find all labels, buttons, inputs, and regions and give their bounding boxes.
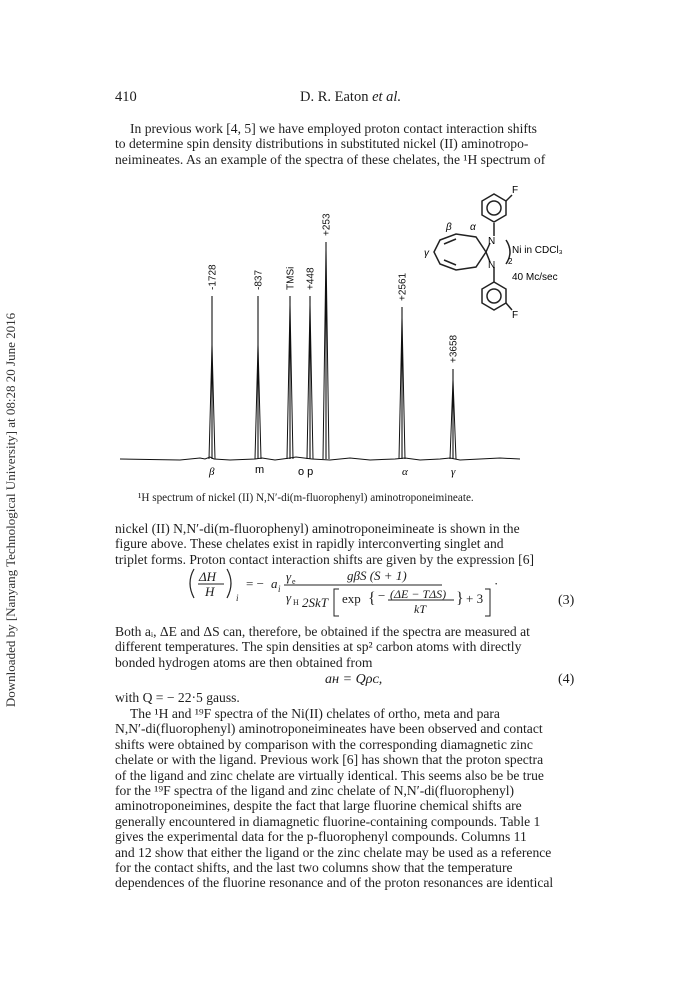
- eq3-brace-left: {: [368, 590, 376, 607]
- paragraph-3: [115, 624, 581, 670]
- phenyl-aromatic-bottom: [487, 289, 501, 303]
- eq3-inner-numerator: (ΔE − TΔS): [390, 587, 447, 601]
- molecule-structure: [434, 194, 512, 310]
- paragraph-line: dependences of the fluorine resonance and of the proton resonances are identical: [115, 875, 554, 891]
- peak-shift-label: -837: [253, 269, 265, 290]
- eq3-lhs-numerator: ΔH: [199, 569, 217, 584]
- ring-double-bond: [444, 260, 456, 265]
- eq3-gamma-e-subscript: e: [292, 577, 296, 586]
- atom-label-f-bottom: F: [512, 310, 519, 321]
- spectrum-layer: [208, 213, 460, 459]
- paragraph-line: N,N′-di(fluorophenyl) aminotroponeimineates have been observed and contact: [115, 721, 543, 737]
- intro-line: to determine spin density distributions in substituted nickel (II) aminotropo-: [115, 136, 529, 152]
- eq3-inner-denominator: kT: [414, 602, 426, 616]
- eq3-ai: a: [271, 576, 278, 591]
- ring-label-beta: β: [446, 222, 452, 233]
- chelate-subscript: 2: [508, 257, 513, 266]
- paragraph-line: chelate or with the ligand. Previous work [6] has shown that the proton spectra: [115, 752, 544, 768]
- paragraph-line: for the ¹⁹F spectra of the ligand and zinc chelate of N,N′-di(fluorophenyl): [115, 783, 515, 799]
- paragraph-line: nickel (II) N,N′-di(m-fluorophenyl) aminotroponeimineate is shown in the: [115, 521, 520, 536]
- paragraph-line: and 12 show that either the ligand or the zinc chelate may be used as a reference: [115, 844, 552, 860]
- peak-shift-label: -1728: [207, 264, 219, 290]
- metal-solvent-label: Ni in CDCl₃: [512, 245, 563, 256]
- download-watermark-text: Downloaded by [Nanyang Technological University] at 08:28 20 June 2016: [3, 312, 18, 708]
- peak-shift-label: TMSi: [285, 266, 297, 290]
- ring-label-gamma: γ: [424, 248, 429, 259]
- eq3-plus-3: + 3: [466, 591, 484, 606]
- tropone-ring: [434, 234, 486, 270]
- paragraph-line: different temperatures. The spin densities at sp² carbon atoms with directly: [115, 639, 522, 655]
- paragraph-line: The ¹H and ¹⁹F spectra of the Ni(II) chelates of ortho, meta and para: [130, 706, 500, 721]
- phenyl-ring-bottom: [482, 282, 506, 310]
- eq3-denominator-prefix: 2SkT: [302, 595, 328, 610]
- eq3-lhs-denominator: H: [205, 584, 215, 599]
- eq3-numerator: gβS (S + 1): [347, 568, 407, 583]
- eq3-gamma-h: γ: [286, 590, 292, 605]
- peak-shift-label: +3658: [448, 334, 460, 363]
- intro-line: neimineates. As an example of the spectra of these chelates, the ¹H spectrum of: [115, 151, 546, 167]
- atom-label-n-bottom: N: [488, 260, 496, 271]
- eq3-bracket-right: [485, 589, 490, 616]
- paragraph-line: generally encountered in diamagnetic fluorine-containing compounds. Table 1: [115, 813, 541, 829]
- equation-3-number: (3): [558, 593, 575, 608]
- ring-label-alpha: α: [470, 222, 476, 233]
- paragraph-2: [115, 521, 581, 567]
- figure-caption: ¹H spectrum of nickel (II) N,N′-di(m-fluorophenyl) aminotroponeimineate.: [138, 492, 474, 504]
- paragraph-line: triplet forms. Proton contact interaction shifts are given by the expression [6]: [115, 551, 535, 567]
- frequency-label: 40 Mc/sec: [512, 272, 558, 283]
- peak-shift-label: +2561: [397, 272, 409, 301]
- eq3-bracket-left: [334, 589, 339, 616]
- eq3-lhs-subscript: i: [236, 593, 239, 603]
- spectrum-baseline: [120, 457, 520, 460]
- eq3-gamma-h-subscript: H: [293, 598, 299, 607]
- paragraph-line: shifts were obtained by comparison with the corresponding diamagnetic zinc: [115, 736, 533, 752]
- peak-label-ortho-para: o p: [298, 466, 314, 478]
- peak-shift-label: +448: [305, 267, 317, 290]
- peak-label-beta: β: [209, 466, 215, 478]
- paragraph-line: Both aᵢ, ΔE and ΔS can, therefore, be obtained if the spectra are measured at: [115, 624, 530, 639]
- atom-label-n-top: N: [488, 236, 496, 247]
- eq3-inner-minus: −: [378, 588, 386, 603]
- paragraph-line: figure above. These chelates exist in rapidly interconverting singlet and: [115, 536, 504, 552]
- eq3-brace-right: }: [456, 590, 464, 607]
- peak-label-gamma: γ: [451, 466, 456, 478]
- paragraph-line: for the contact shifts, and the last two columns show that the temperature: [115, 860, 513, 876]
- intro-line: In previous work [4, 5] we have employed proton contact interaction shifts: [130, 121, 537, 136]
- eq3-trailing-dot: ·: [494, 576, 499, 591]
- phenyl-ring-top: [482, 194, 506, 222]
- phenyl-aromatic-top: [487, 201, 501, 215]
- paragraph-line: of the ligand and zinc chelate are virtually identical. This seems also be be true: [115, 767, 544, 783]
- f-bond-bottom: [506, 303, 512, 310]
- equation-4: aʜ = Qρᴄ,: [325, 672, 383, 687]
- paragraph-4: [115, 706, 581, 891]
- eq3-lhs-paren-left: [190, 569, 194, 598]
- atom-label-f-top: F: [512, 185, 519, 196]
- eq3-ai-subscript: i: [278, 584, 281, 594]
- peak-shift-label: +253: [321, 213, 333, 236]
- equation-3: [0, 565, 696, 621]
- page-number: 410: [115, 89, 137, 105]
- peak-label-meta: m: [255, 464, 265, 476]
- peak-label-alpha: α: [402, 466, 408, 478]
- paragraph-line: bonded hydrogen atoms are then obtained from: [115, 654, 373, 670]
- running-title-author: D. R. Eaton: [300, 89, 369, 105]
- eq3-lhs-paren-right: [227, 569, 231, 598]
- paragraph-line: aminotroponeimines, despite the fact that large fluorine chemical shifts are: [115, 798, 522, 814]
- paragraph-line: gives the experimental data for the p-fluorophenyl compounds. Columns 11: [115, 829, 527, 845]
- eq3-equals-minus: = −: [246, 576, 264, 591]
- q-definition-line: with Q = − 22·5 gauss.: [115, 690, 240, 705]
- running-title-etal: et al.: [372, 89, 402, 105]
- eq3-gamma-e: γ: [286, 569, 292, 584]
- eq3-exp: exp: [342, 591, 361, 606]
- equation-4-number: (4): [558, 672, 575, 687]
- ring-double-bond: [444, 239, 456, 244]
